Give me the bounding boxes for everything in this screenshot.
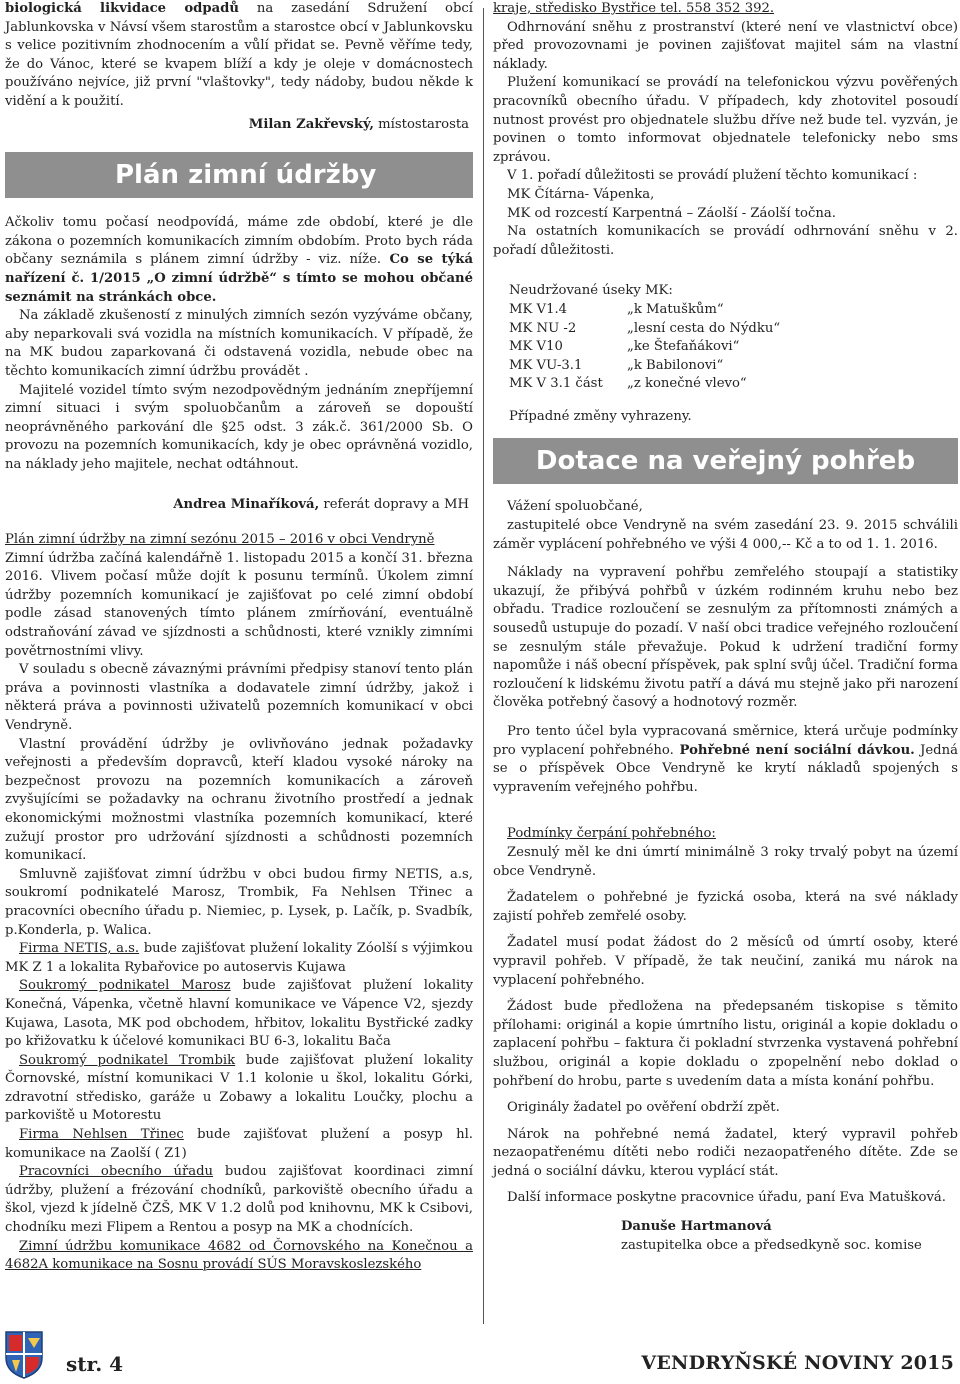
funeral-heading (493, 438, 958, 484)
road-code: MK NU -2 (509, 320, 577, 336)
regulation-bold: Co se týká nařízení č. 1/2015 „O zimní údržbě“ s tímto se mohou občané seznámit na stránkách obce. (5, 252, 473, 305)
condition-6: Nárok na pohřebné nemá žadatel, který vypravil pohřeb nezaopatřenému dítěti nebo rodiči nezaopatřeného dítěte. Zde se jedná o sociální dávku, kterou vyplácí stát. (493, 1126, 958, 1179)
list-item (493, 320, 958, 339)
signature-role: referát dopravy a MH (319, 497, 469, 513)
condition-7: Další informace poskytne pracovnice úřadu, paní Eva Matušková. (507, 1190, 946, 1206)
marosz-paragraph (5, 977, 473, 1051)
conditions-title: Podmínky čerpání pohřebného: (507, 826, 716, 842)
unmaintained-list (493, 301, 958, 394)
marosz-text: bude zajišťovat plužení lokality Konečná, Vápenka, včetně hlavní komunikace ve Vápence V2, sjezdy Kujawa, Lasota, MK pod obchodem, hřbitov, lokalitu Bystřické zadky po křižovatku k účelové komunikaci BU 6-3, lokalitu Bača (5, 978, 474, 1050)
column-divider (483, 8, 484, 1324)
road-code: MK V 3.1 část (509, 376, 603, 392)
funeral-signature-role: zastupitelka obce a předsedkyně soc. komise (621, 1237, 922, 1253)
signature-name: Milan Zakřevský, (248, 116, 374, 132)
funeral-paragraph-2: Náklady na vypravení pohřbu zemřelého stoupají a statistiky ukazují, že přibývá pohřbů v úzkém rodinném kruhu nebo bez obřadu. Tradice rozloučení se zesnulým za přítomnosti známých a sousedů ustupuje do pozadí. V naší obci tradice veřejného rozloučení se zesnulým stále převažuje. Pokud k udržení tradiční formy napomůže i náš obecní příspěvek, pak splní svůj účel. Tradiční forma rozloučení k lidskému životu patří a dává mu stejně jako při narození člověka potřebný časový a hodnotový rozměr. (493, 565, 958, 711)
trombik-label: Soukromý podnikatel Trombik (19, 1052, 236, 1068)
netis-text: bude zajišťovat plužení lokality Zóolší s výjimkou MK Z 1 a lokalita Rybařovice po autoservis Kujawa (5, 941, 473, 975)
road-name: „k Babilonovi“ (627, 357, 724, 373)
road-name: „ke Štefaňákovi“ (627, 339, 740, 355)
winter-heading-text: Plán zimní údržby (115, 159, 377, 190)
signature-name: Danuše Hartmanová (621, 1219, 772, 1235)
road-code: MK VU-3.1 (509, 357, 583, 373)
plan-paragraph-2: V souladu s obecně závaznými právními předpisy stanoví tento plán práva a povinnosti vlastníka a dodavatele zimní údržby, jakož i některá práva a povinnosti uživatelů pozemních komunikací v obci Vendryně. (5, 662, 473, 733)
page-number: str. 4 (66, 1352, 124, 1376)
snow-removal-paragraph: Odhrnování sněhu z prostranství (které není ve vlastnictví obce) před provozovnami je povinen zajišťovat majitel sám na vlastní náklady. (493, 19, 958, 72)
winter-paragraph-1 (5, 214, 473, 307)
left-column (5, 0, 473, 1275)
funeral-p3-text: Pro tento účel byla vypracovaná směrnice, která určuje podmínky pro vyplacení pohřebného. (493, 724, 958, 758)
plan-title: Plán zimní údržby na zimní sezónu 2015 – 2016 v obci Vendryně (5, 532, 435, 548)
road-name: „z konečné vlevo“ (627, 376, 747, 392)
funeral-heading-text: Dotace na veřejný pohřeb (535, 446, 916, 477)
signature-name: Andrea Minaříková, (173, 497, 320, 513)
list-item (493, 357, 958, 376)
list-item (493, 338, 958, 357)
office-label: Pracovníci obecního úřadu (19, 1164, 214, 1180)
office-text: budou zajišťovat koordinaci zimní údržby, plužení a frézování chodníků, parkoviště obecního úřadu a škol, vjezd k jídelně ČZŠ, MK V 1.2 dolů pod knihovnu, MK k Csibovi, chodníku mezi Flipem a Rentou a posyp na MK a chodnících. (5, 1164, 473, 1236)
condition-1: Zesnulý měl ke dni úmrtí minimálně 3 roky trvalý pobyt na území obce Vendryně. (493, 844, 958, 879)
condition-5: Originály žadatel po ověření obdrží zpět. (507, 1100, 780, 1116)
sus-continuation: kraje, středisko Bystřice tel. 558 352 392. (493, 1, 775, 16)
winter-signature (5, 496, 473, 515)
trombik-text: bude zajišťovat plužení lokality Čornovské, místní komunikaci V 1.1 kolonie u škol, lokalitu Górki, zdravotní středisko, garáže u Zobawy a lokalitu Loučky, plochu a parkoviště u Motorestu (5, 1052, 474, 1124)
priority-1-road-1: MK Čítárna- Vápenka, (507, 186, 655, 202)
plan-paragraph-4: Smluvně zajišťovat zimní údržbu v obci budou firmy NETIS, a.s, soukromí podnikatelé Marosz, Trombik, Fa Nehlsen Třinec a pracovníci obecního úřadu p. Niemiec, p. Lysek, p. Lačík, p. Svadbík, p.Konderla, p. Walica. (5, 866, 473, 938)
priority-1-road-2: MK od rozcestí Karpentná – Záolší - Záolší točna. (507, 205, 836, 221)
netis-label: Firma NETIS, a.s. (19, 941, 140, 957)
priority-1-intro: V 1. pořadí důležitosti se provádí plužení těchto komunikací : (507, 168, 918, 184)
road-name: „k Matuškům“ (627, 301, 724, 317)
unmaintained-title: Neudržované úseky MK: (509, 283, 673, 299)
changes-reserved: Případné změny vyhrazeny. (509, 408, 692, 424)
list-item (493, 375, 958, 394)
trombik-paragraph (5, 1052, 473, 1126)
road-code: MK V10 (509, 339, 563, 355)
coat-of-arms-icon (4, 1330, 44, 1380)
intro-bold: biologická likvidace odpadů (5, 1, 239, 16)
winter-paragraph-3: Majitelé vozidel tímto svým nezodpovědným jednáním znepříjemní zimní situaci i svým spoluobčanům a zároveň se dopouští neoprávněného parkování dle §25 odst. 3 zák.č. 361/2000 Sb. O provozu na pozemních komunikacích, kdy je obec oprávněná vozidlo, na náklady jeho majitele, nechat odtáhnout. (5, 382, 473, 472)
list-item (493, 301, 958, 320)
office-paragraph (5, 1163, 473, 1237)
intro-signature (5, 116, 473, 135)
plan-paragraph-3: Vlastní provádění údržby je ovlivňováno jednak požadavky veřejnosti a především dopravců, kteří kladou vysoké nároky na bezpečnost provozu na pozemních komunikacích a zároveň zvyšujícími se požadavky na ochranu životního prostředí a jednak ekonomickými možnostmi vlastníka pozemních komunikací, které zužují prostor pro udržování sjízdnosti a schůdnosti pozemních komunikací. (5, 736, 473, 864)
nehlsen-label: Firma Nehlsen Třinec (19, 1127, 184, 1143)
page-footer (0, 1322, 960, 1384)
funeral-signature-name (493, 1218, 958, 1237)
condition-3: Žadatel musí podat žádost do 2 měsíců od úmrtí osoby, které vypravil pohřeb. V případě, že tak neučiní, zaniká mu nárok na vyplacení pohřebného. (493, 935, 958, 988)
intro-text: na zasedání Sdružení obcí Jablunkovska v Návsí všem starostům a starostce obcí v Jablunkovsku s velice pozitivním zhodnocením a vůlí přidat se. Pevně věříme tedy, že do Vánoc, které se kvapem blíží a kdy je oleje v domácnostech používáno nejvíce, již první "vlaštovky", tedy nádoby, budou někde k vidění a k použití. (5, 1, 473, 109)
winter-paragraph-2: Na základě zkušeností z minulých zimních sezón vyzýváme občany, aby neparkovali svá vozidla na místních komunikacích. V případě, že na MK budou zaparkovaná či odstavená vozidla, nebude obec na těchto komunikacích zimní údržbu provádět . (5, 308, 473, 379)
plan-paragraph-1: Zimní údržba začíná kalendářně 1. listopadu 2015 a končí 31. března 2016. Vlivem počasí může dojít k posunu termínů. Úkolem zimní údržby pozemních komunikací je zajišťovat po celé zimní období podle zásad stanovených tímto plánem zmírňování, eventuálně odstraňování závad ve sjízdnosti a schůdnosti, které vznikly zimními povětrnostními vlivy. (5, 550, 473, 659)
netis-paragraph (5, 940, 473, 977)
signature-role: místostarosta (373, 116, 469, 132)
winter-maintenance-heading (5, 152, 473, 198)
not-social-benefit-bold: Pohřebné není sociální dávkou. (673, 742, 915, 758)
priority-2-paragraph: Na ostatních komunikacích se provádí odhrnování sněhu v 2. pořadí důležitosti. (493, 224, 958, 258)
condition-4: Žádost bude předložena na předepsaném tiskopise s těmito přílohami: originál a kopie úmrtního listu, originál a kopie dokladu o zaplacení pohřbu – faktura či pokladní stvrzenka vystavená pohřební službou, originál a kopie dokladu o zpopelnění nebo doklad o pohřbení do hrobu, parte s uvedením data a místa konání pohřbu. (493, 999, 958, 1089)
marosz-label: Soukromý podnikatel Marosz (19, 978, 231, 994)
ploughing-paragraph: Plužení komunikací se provádí na telefonickou výzvu pověřených pracovníků obecního úřadu. V případech, kdy zhotovitel posoudí nutnost provést pro objednatele službu dříve než bude tel. vyzván, je povinen o tomto informovat objednatele telefonicky nebo sms zprávou. (493, 75, 958, 165)
funeral-p3-end: Jedná se o příspěvek Obce Vendryně ke krytí nákladů spojených s vypravením veřejného pohřbu. (493, 742, 958, 795)
right-column (493, 0, 958, 1255)
newspaper-title: VENDRYŇSKÉ NOVINY 2015 (641, 1352, 954, 1374)
nehlsen-paragraph (5, 1126, 473, 1163)
road-code: MK V1.4 (509, 301, 568, 317)
funeral-salutation: Vážení spoluobčané, (507, 499, 643, 515)
intro-paragraph (5, 0, 473, 112)
road-name: „lesní cesta do Nýdku“ (627, 320, 781, 336)
nehlsen-text: bude zajišťovat plužení a posyp hl. komunikace na Zaolší ( Z1) (5, 1127, 474, 1161)
winter-p1-text: Ačkoliv tomu počasí neodpovídá, máme zde období, které je dle zákona o pozemních komunikacích zimním obdobím. Proto bych ráda občany seznámila s plánem zimní údržby - viz. níže. (5, 215, 473, 268)
condition-2: Žadatelem o pohřebné je fyzická osoba, která na své náklady zajistí pohřeb zemřelé osoby. (493, 890, 958, 924)
funeral-paragraph-3 (493, 723, 958, 797)
sus-paragraph: Zimní údržbu komunikace 4682 od Čornovského na Konečnou a 4682A komunikace na Sosnu provádí SÚS Moravskoslezského (5, 1238, 473, 1273)
funeral-paragraph-1: zastupitelé obce Vendryně na svém zasedání 23. 9. 2015 schválili záměr vyplácení pohřebného ve výši 4 000,-- Kč a to od 1. 1. 2016. (493, 518, 958, 552)
